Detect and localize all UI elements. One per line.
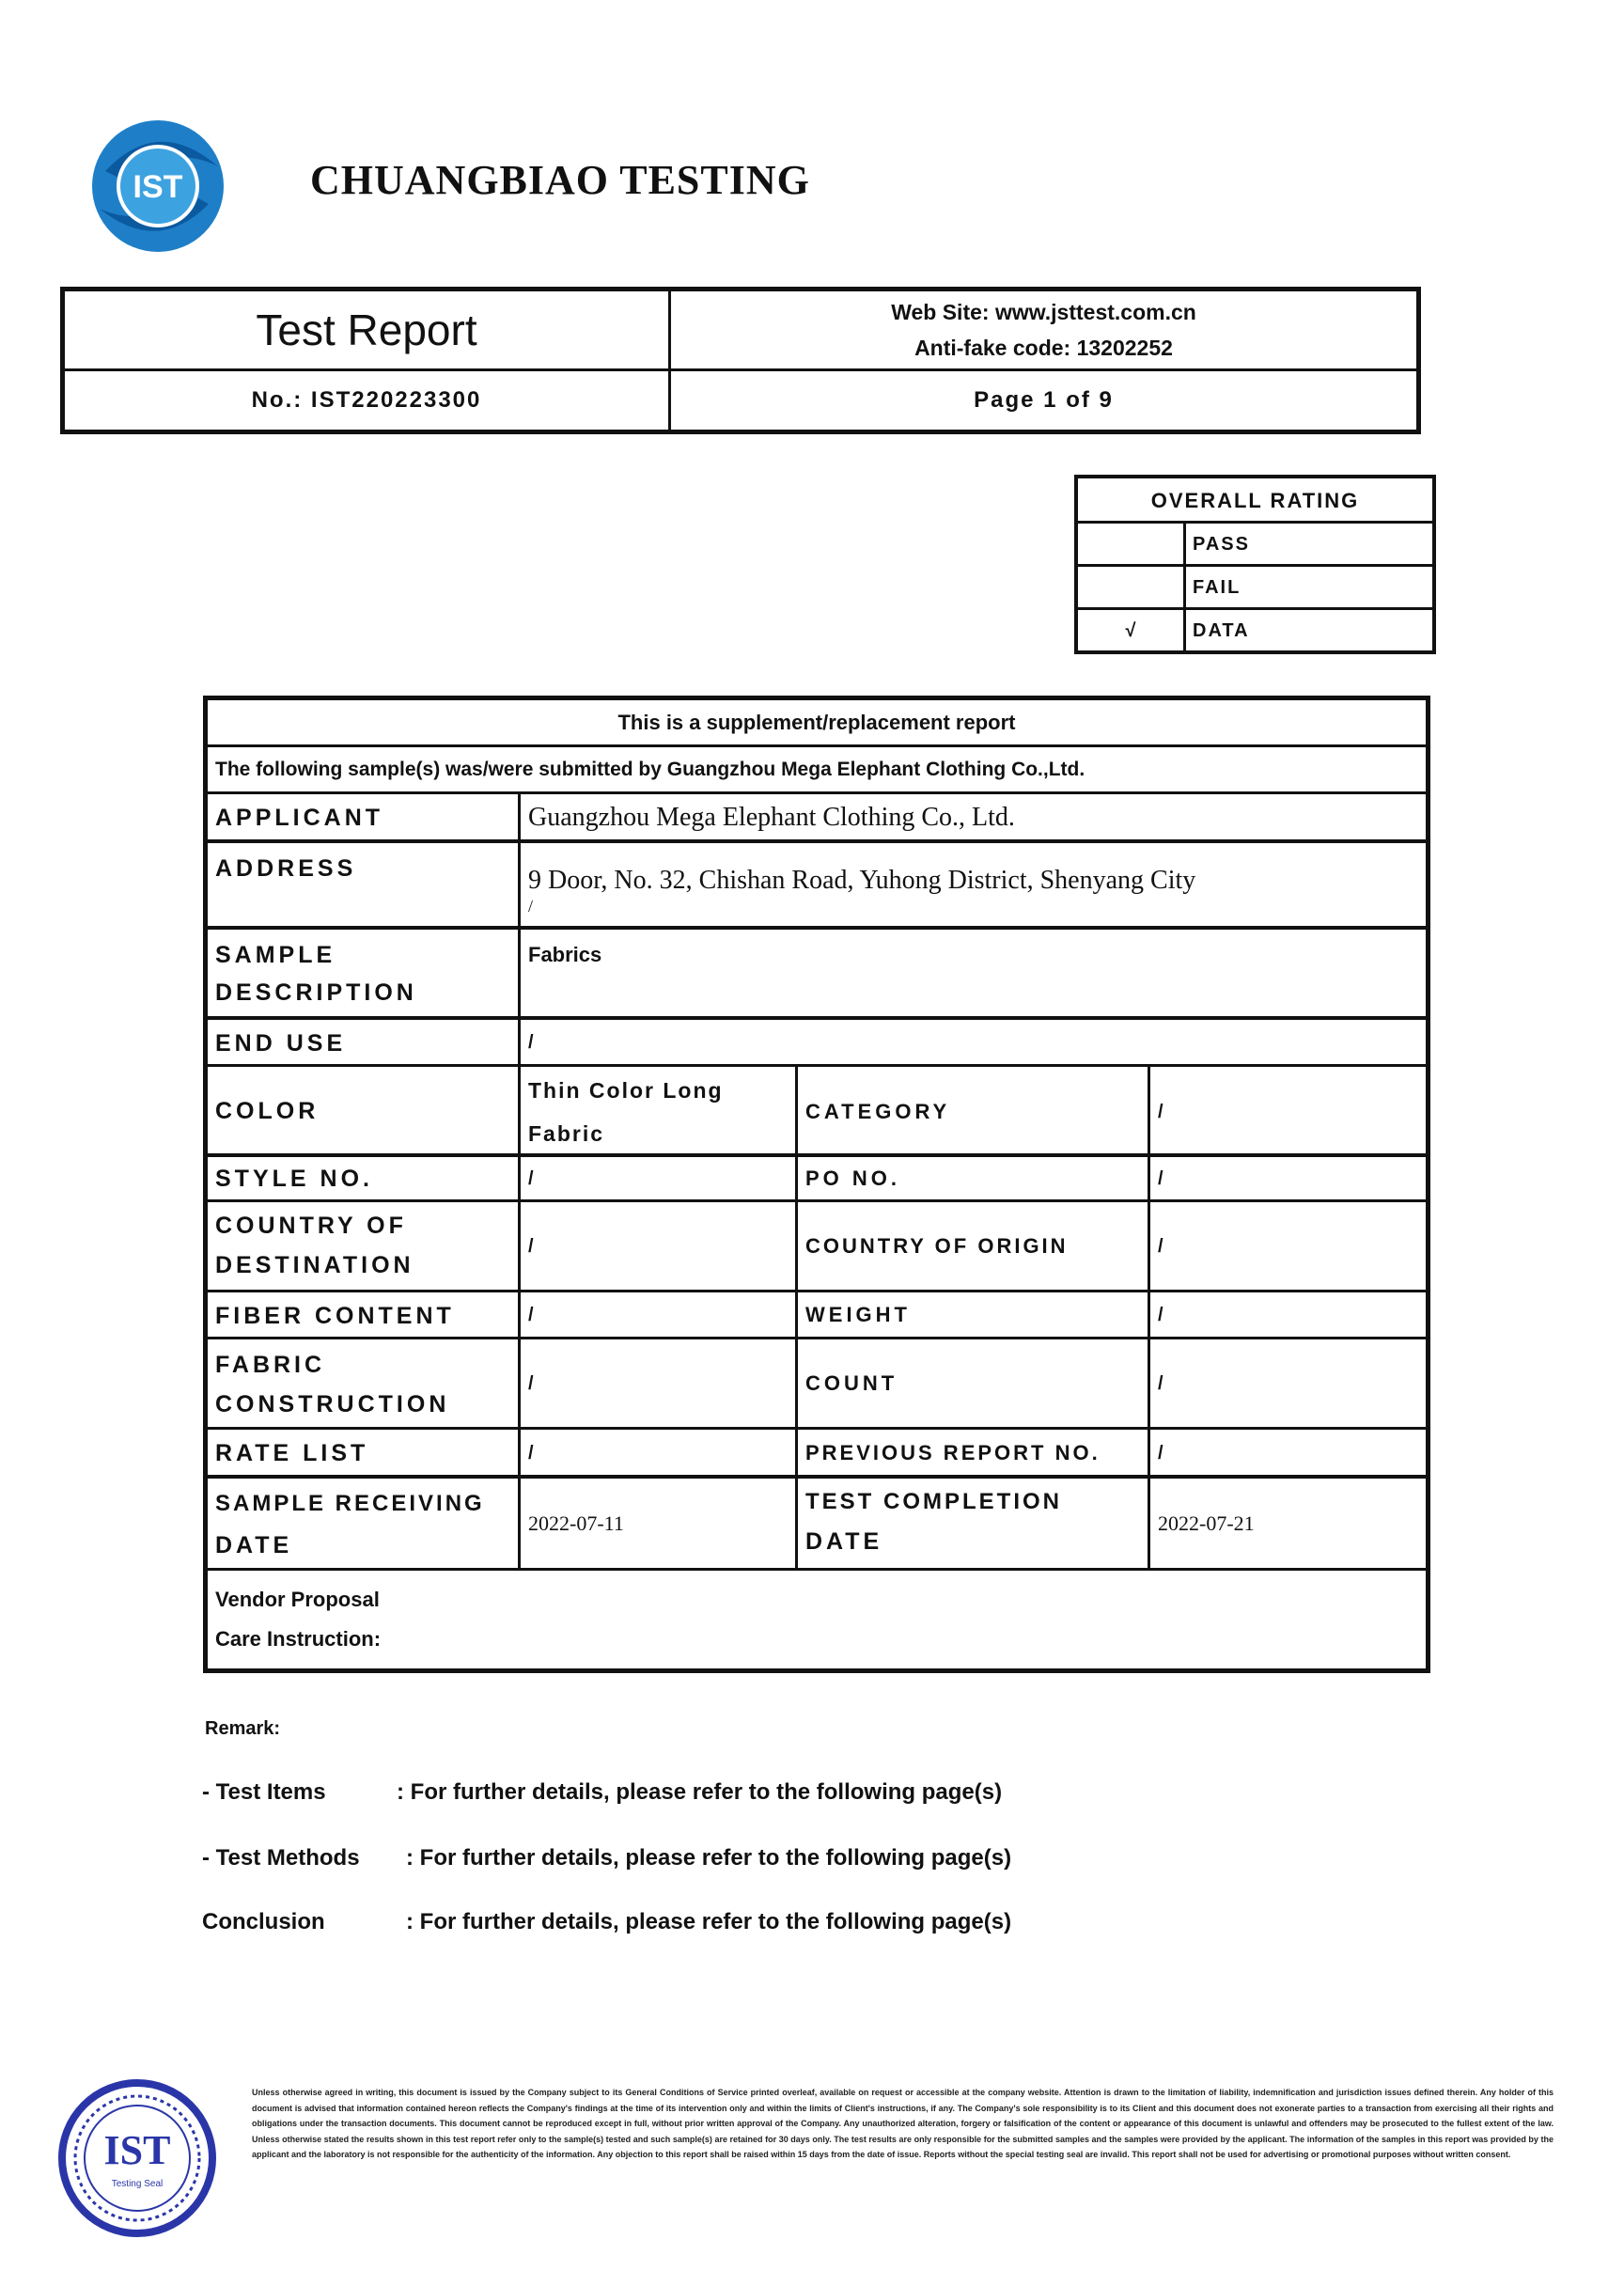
country-row [208, 1202, 1426, 1292]
receiving-label-2: DATE [215, 1532, 293, 1558]
address-value-2: / [528, 897, 534, 916]
count-label: COUNT [795, 1339, 1158, 1430]
remark-test-items-text: : For further details, please refer to the following page(s) [397, 1779, 1003, 1805]
rating-label: DATA [1193, 620, 1250, 641]
remark-conclusion-text: : For further details, please refer to the following page(s) [406, 1909, 1012, 1934]
fiber-label: FIBER CONTENT [215, 1303, 455, 1329]
end-use-value: / [518, 1020, 534, 1067]
previous-report-label: PREVIOUS REPORT NO. [795, 1430, 1158, 1479]
country-origin-value: / [1148, 1202, 1426, 1292]
rating-mark [1078, 524, 1186, 564]
address-label: ADDRESS [215, 855, 357, 882]
sample-desc-cell [518, 930, 1426, 1020]
count-value: / [1148, 1339, 1426, 1430]
style-row [208, 1157, 1426, 1202]
sample-desc-label-2: DESCRIPTION [215, 979, 417, 1006]
logo-text: IST [133, 169, 183, 205]
report-anti-fake-code: Anti-fake code: 13202252 [914, 336, 1173, 360]
previous-report-value: / [1148, 1430, 1426, 1479]
rating-label: FAIL [1193, 577, 1241, 598]
report-header-table [60, 287, 1421, 434]
company-name: CHUANGBIAO TESTING [310, 157, 810, 203]
care-label: Care Instruction: [215, 1627, 382, 1651]
sample-info-table [203, 696, 1430, 1673]
report-title: Test Report [65, 291, 671, 371]
rating-row-pass [1078, 524, 1432, 567]
rating-label: PASS [1193, 534, 1250, 555]
applicant-value: Guangzhou Mega Elephant Clothing Co., Ltd. [518, 794, 1015, 843]
rating-mark: √ [1078, 610, 1186, 653]
completion-label-1: TEST COMPLETION [805, 1489, 1062, 1514]
po-no-label: PO NO. [795, 1157, 1158, 1202]
completion-label-2: DATE [805, 1528, 883, 1555]
weight-label: WEIGHT [795, 1292, 1158, 1339]
testing-seal-icon [56, 2077, 218, 2239]
sample-desc-value: Fabrics [528, 943, 602, 966]
overall-rating-title: OVERALL RATING [1078, 478, 1432, 524]
applicant-line: The following sample(s) was/were submitted by Guangzhou Mega Elephant Clothing Co.,Ltd. [215, 759, 1085, 780]
sample-desc-label-1: SAMPLE [215, 942, 336, 968]
receiving-label-1: SAMPLE RECEIVING [215, 1491, 485, 1516]
completion-label-cell [795, 1479, 1150, 1571]
report-website: Web Site: www.jsttest.com.cn [891, 300, 1196, 324]
color-value-1: Thin Color Long [528, 1078, 724, 1103]
fiber-value: / [518, 1292, 805, 1339]
info-header-row [208, 700, 1426, 747]
completion-value: 2022-07-21 [1148, 1479, 1426, 1571]
style-no-value: / [518, 1157, 805, 1202]
applicant-line-row [208, 747, 1426, 794]
rate-list-row [208, 1430, 1426, 1479]
country-origin-label: COUNTRY OF ORIGIN [795, 1202, 1158, 1292]
sample-description-row [208, 930, 1426, 1020]
applicant-row [208, 794, 1426, 843]
applicant-label: APPLICANT [215, 805, 384, 831]
receiving-value: 2022-07-11 [518, 1479, 805, 1571]
remark-title: Remark: [205, 1718, 281, 1739]
rating-row-data [1078, 610, 1432, 653]
rating-row-fail [1078, 567, 1432, 610]
color-row [208, 1067, 1426, 1157]
color-cell [518, 1067, 805, 1157]
end-use-row [208, 1020, 1426, 1067]
country-dest-label-1: COUNTRY OF [215, 1213, 407, 1239]
address-row [208, 843, 1426, 930]
remark-test-methods-label: - Test Methods [202, 1845, 360, 1871]
fabric-row [208, 1339, 1426, 1430]
fabric-label-1: FABRIC [215, 1352, 326, 1378]
vendor-label: Vendor Proposal [215, 1588, 380, 1611]
address-value: 9 Door, No. 32, Chishan Road, Yuhong District, Shenyang City [528, 866, 1196, 895]
fabric-value: / [518, 1339, 805, 1430]
rate-list-label: RATE LIST [215, 1440, 369, 1466]
company-logo [86, 115, 229, 258]
rate-list-value: / [518, 1430, 805, 1479]
category-label: CATEGORY [795, 1067, 1158, 1157]
seal-subtext: Testing Seal [111, 2179, 164, 2189]
color-label: COLOR [215, 1098, 320, 1124]
rating-mark [1078, 567, 1186, 607]
seal-text: IST [103, 2127, 171, 2173]
weight-value: / [1148, 1292, 1426, 1339]
country-dest-label-2: DESTINATION [215, 1252, 414, 1278]
info-header: This is a supplement/replacement report [617, 711, 1016, 734]
address-cell [518, 843, 1426, 930]
report-number: No.: IST220223300 [65, 371, 671, 430]
end-use-label: END USE [215, 1030, 347, 1057]
color-value-2: Fabric [528, 1121, 605, 1146]
overall-rating-table [1074, 475, 1436, 654]
remark-test-methods-text: : For further details, please refer to the following page(s) [406, 1845, 1012, 1871]
report-page: Page 1 of 9 [974, 387, 1114, 413]
report-web-info [671, 291, 1416, 371]
country-dest-value: / [518, 1202, 805, 1292]
remark-test-items-label: - Test Items [202, 1779, 326, 1805]
fiber-row [208, 1292, 1426, 1339]
fabric-label-2: CONSTRUCTION [215, 1391, 450, 1417]
category-value: / [1148, 1067, 1426, 1157]
po-no-value: / [1148, 1157, 1426, 1202]
vendor-row [208, 1571, 1426, 1668]
remark-conclusion-label: Conclusion [202, 1909, 325, 1934]
footer-disclaimer: Unless otherwise agreed in writing, this document is issued by the Company subject to its General Conditions of Service printed overleaf, available on request or accessible at the company website. Attention is drawn to the limitation of liability, indemnification and jurisdiction issues defined therein. Any holder of this document is advised that information contained hereon reflects the Company's findings at the time of its intervention only and within the limits of Client's instructions, if any. The Company's sole responsibility is to its Client and this document does not exonerate parties to a transaction from exercising all their rights and obligations under the transaction documents. This document cannot be reproduced except in full, without prior written approval of the Company. Any unauthorized alteration, forgery or falsification of the content or appearance of this document is unlawful and offenders may be prosecuted to the fullest extent of the law. Unless otherwise stated the results shown in this test report refer only to the sample(s) tested and such sample(s) are retained for 30 days only. The test results are only responsible for the submitted samples and the samples were provided by the applicant. The information of the samples in this report was provided by the applicant and the laboratory is not responsible for the authenticity of the information. Any objection to this report shall be raised within 15 days from the date of issue. Reports without the special testing seal are invalid. This report shall not be used for advertising or promotional purposes without written consent. [252, 2088, 1554, 2160]
style-no-label: STYLE NO. [215, 1166, 373, 1192]
dates-row [208, 1479, 1426, 1571]
